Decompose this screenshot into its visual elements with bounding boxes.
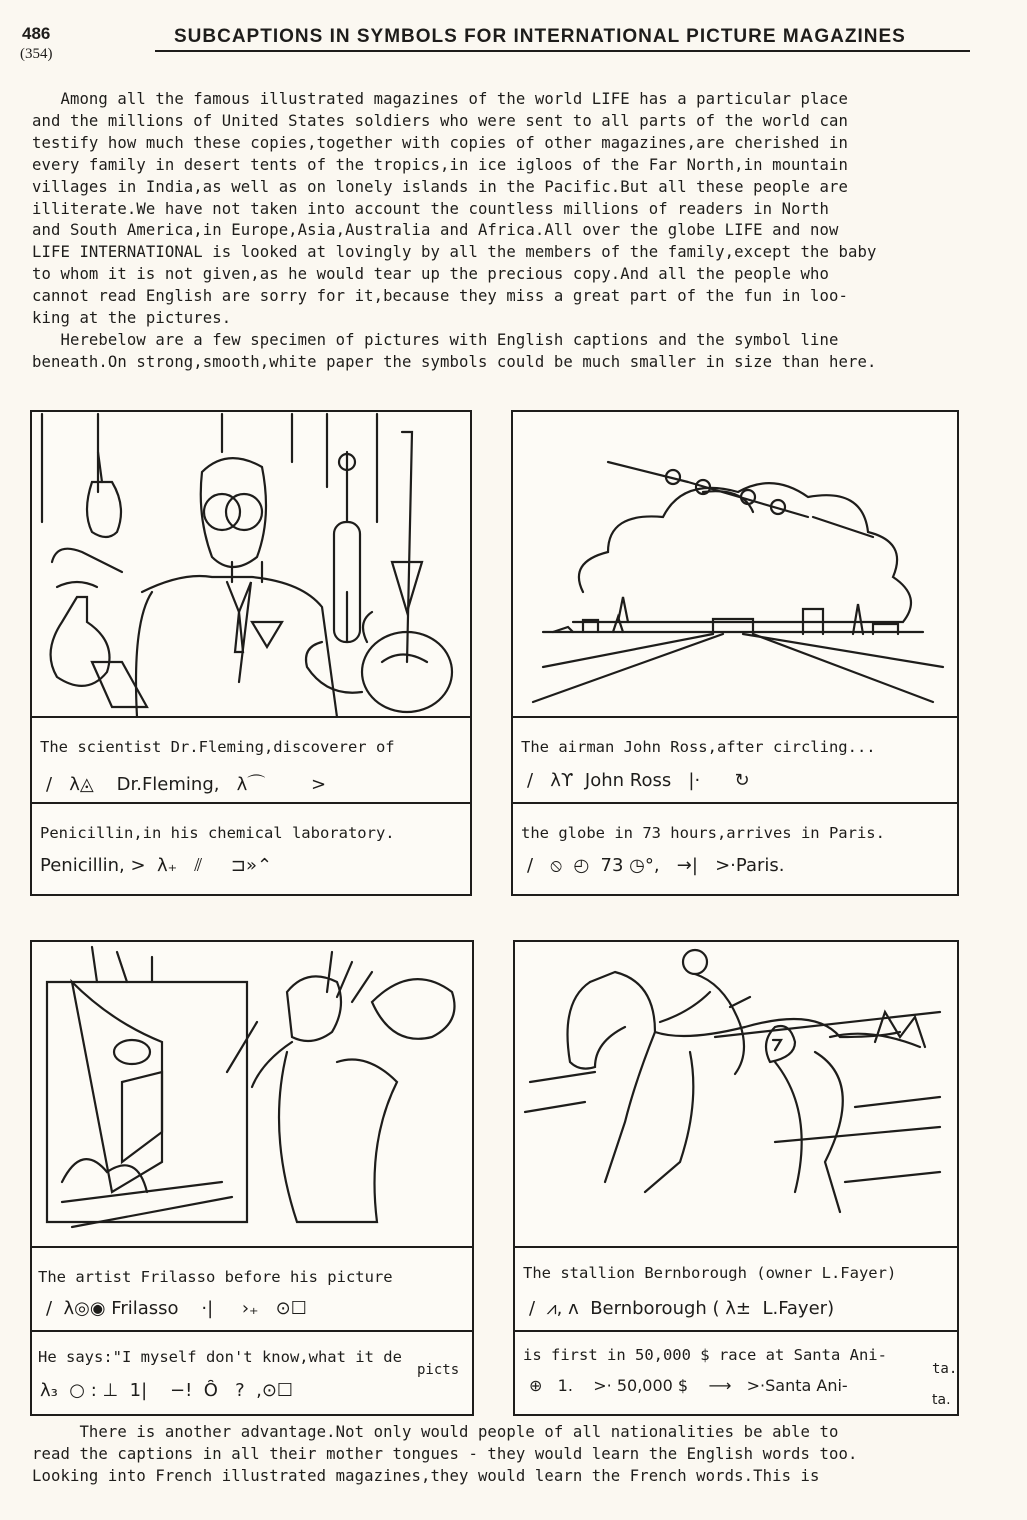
intro-line: villages in India,as well as on lonely islands in the Pacific.But all these people are	[32, 177, 848, 196]
caption-line-symbols: ⊕ 1. >· 50,000 $ ⟶ >·Santa Ani-	[529, 1376, 848, 1395]
outro-line: read the captions in all their mother tongues - they would learn the English words too.	[32, 1444, 858, 1463]
caption-divider	[32, 1330, 472, 1332]
intro-line: Herebelow are a few specimen of pictures with English captions and the symbol line	[32, 330, 839, 349]
artist-illustration	[32, 942, 472, 1242]
page-number: 486	[22, 24, 51, 43]
caption-line-continuation: ta.	[932, 1392, 951, 1408]
intro-paragraph	[32, 89, 1017, 374]
intro-line: every family in desert tents of the tropics,in ice igloos of the Far North,in mountain	[32, 155, 848, 174]
scientist-illustration	[32, 412, 470, 717]
caption-area	[513, 716, 957, 894]
panel-artist	[30, 940, 474, 1416]
intro-line: testify how much these copies,together with copies of other magazines,are cherished in	[32, 133, 848, 152]
intro-line: cannot read English are sorry for it,because they miss a great part of the fun in loo-	[32, 287, 848, 306]
caption-line-continuation: ta.	[932, 1361, 958, 1377]
caption-line-symbols: / ⩘, ʌ Bernborough ( λ± L.Fayer)	[529, 1298, 835, 1319]
intro-line: and South America,in Europe,Asia,Australia and Africa.All over the globe LIFE and now	[32, 221, 839, 240]
caption-line-symbols: / λ◬ Dr.Fleming, λ⌒ >	[46, 774, 327, 795]
caption-area	[515, 1246, 957, 1414]
caption-line-symbols: λ₃ ○ : ⊥ 1| −! Ȏ ? ,⊙☐	[40, 1380, 294, 1401]
closing-paragraph	[32, 1422, 1017, 1488]
page-title: SUBCAPTIONS IN SYMBOLS FOR INTERNATIONAL PICTURE MAGAZINES	[174, 26, 906, 47]
caption-line-english: the globe in 73 hours,arrives in Paris.	[521, 824, 885, 842]
caption-line-english: The artist Frilasso before his picture	[38, 1268, 393, 1286]
caption-divider	[513, 802, 957, 804]
caption-line-english: He says:"I myself don't know,what it de	[38, 1348, 402, 1366]
title-rule	[155, 50, 970, 52]
caption-line-symbols: / λ◎◉ Frilasso ·| ›₊ ⊙☐	[46, 1298, 307, 1319]
intro-line: Among all the famous illustrated magazines of the world LIFE has a particular place	[32, 90, 848, 108]
caption-line-english: The airman John Ross,after circling...	[521, 738, 876, 756]
intro-line: to whom it is not given,as he would tear up the precious copy.And all the people who	[32, 265, 830, 284]
caption-divider	[32, 802, 470, 804]
racehorse-illustration	[515, 942, 957, 1242]
caption-line-english: The scientist Dr.Fleming,discoverer of	[40, 738, 395, 756]
panel-stallion	[513, 940, 959, 1416]
intro-line: and the millions of United States soldiers who were sent to all parts of the world can	[32, 111, 848, 130]
caption-line-english: Penicillin,in his chemical laboratory.	[40, 824, 395, 842]
intro-line: LIFE INTERNATIONAL is looked at lovingly by all the members of the family,except the baby	[32, 243, 877, 262]
caption-area	[32, 716, 470, 894]
caption-line-english: is first in 50,000 $ race at Santa Ani-	[523, 1346, 887, 1364]
caption-line-english: The stallion Bernborough (owner L.Fayer)	[523, 1264, 897, 1282]
original-page-number: (354)	[20, 46, 53, 62]
caption-line-continuation: picts	[417, 1362, 460, 1378]
airplane-illustration	[513, 412, 957, 717]
intro-line: king at the pictures.	[32, 309, 232, 328]
caption-line-symbols: Penicillin, > λ₊ ⫽ ⊐»⌃	[40, 855, 273, 876]
caption-line-symbols: / ⦸ ◴ 73 ◷°, →| >·Paris.	[527, 855, 785, 876]
caption-area	[32, 1246, 472, 1414]
panel-scientist	[30, 410, 472, 896]
caption-line-symbols: / λϒ John Ross |· ↻	[527, 770, 750, 791]
panel-airman	[511, 410, 959, 896]
outro-line: Looking into French illustrated magazines,they would learn the French words.This is	[32, 1466, 820, 1485]
outro-line: There is another advantage.Not only would people of all nationalities be able to	[32, 1423, 839, 1441]
intro-line: illiterate.We have not taken into account the countless millions of readers in North	[32, 199, 830, 218]
intro-line: beneath.On strong,smooth,white paper the symbols could be much smaller in size than here.	[32, 352, 877, 371]
caption-divider	[515, 1330, 957, 1332]
